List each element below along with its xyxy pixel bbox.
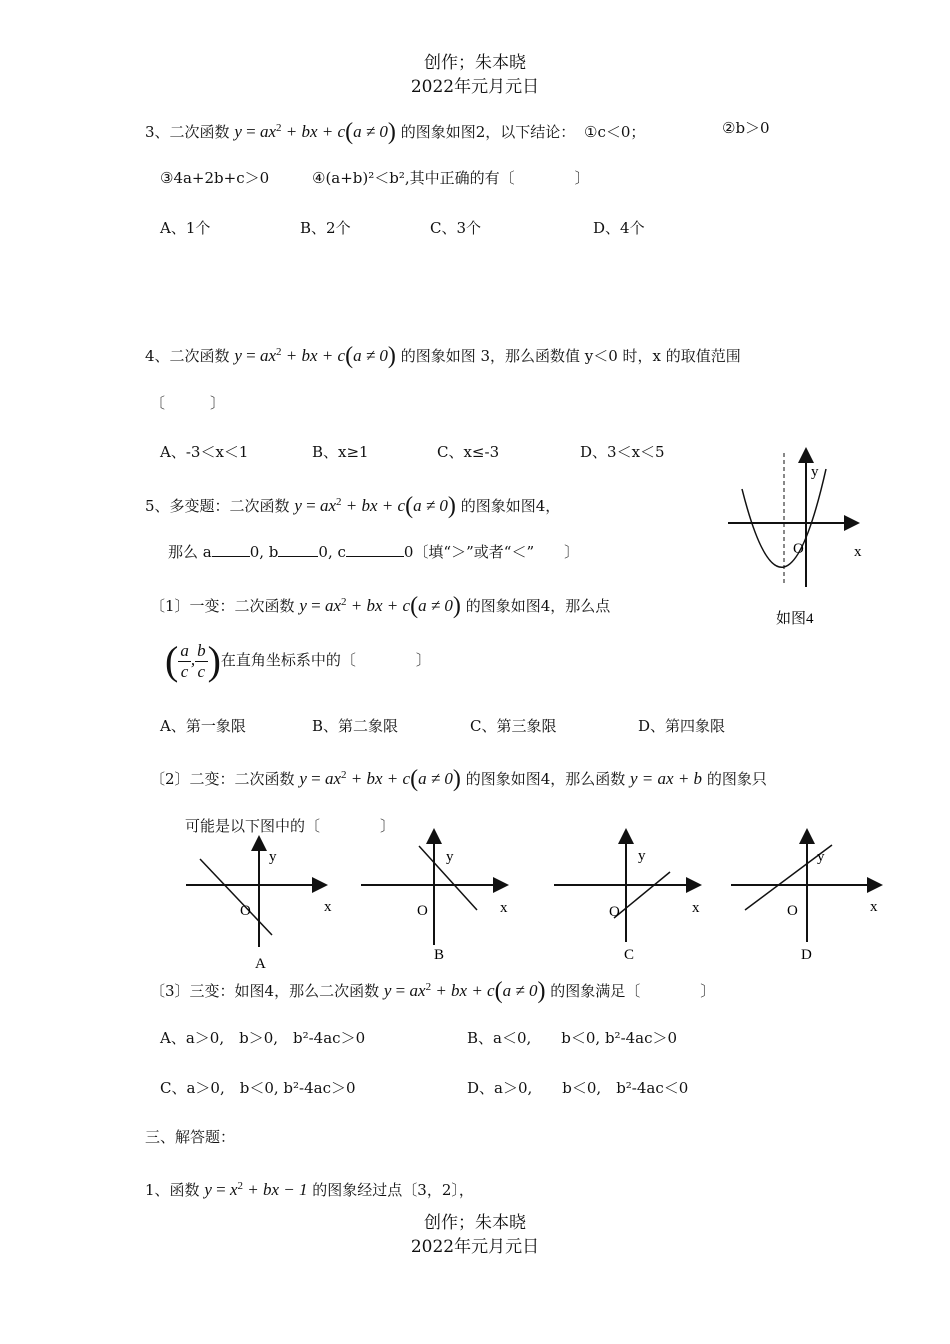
frac-numerator-a: a bbox=[180, 640, 189, 660]
graph-a-origin-label: O bbox=[240, 903, 251, 919]
q5-blank-b[interactable] bbox=[278, 542, 318, 557]
graph-c-option-label: C bbox=[624, 947, 635, 963]
q5-sub3-suffix: 的图象满足〔 〕 bbox=[550, 982, 716, 1000]
frac-numerator-b: b bbox=[197, 640, 206, 660]
q5-sub3-option-d[interactable]: D、a＞0, b＜0, b²-4ac＜0 bbox=[467, 1079, 689, 1097]
s3q1-math-x: x bbox=[229, 1180, 238, 1199]
q5-math-rp: ) bbox=[447, 493, 456, 519]
s3q1-math-bx-minus-1: + bx − 1 bbox=[243, 1180, 308, 1199]
q5-fill-c-label: 0, c bbox=[318, 543, 346, 561]
q3-math-lp: ( bbox=[345, 119, 354, 145]
q5-math-y: y bbox=[294, 496, 302, 515]
section-3-q1 bbox=[145, 1176, 474, 1200]
q5-sub1-stem bbox=[150, 592, 611, 619]
sub2-math-lp: ( bbox=[410, 766, 419, 792]
point-rparen: ) bbox=[207, 638, 221, 683]
sub2-math-cond: a ≠ 0 bbox=[418, 769, 453, 788]
q4-option-c[interactable]: C、x≤-3 bbox=[437, 443, 500, 461]
sub3-math-lp: ( bbox=[494, 978, 503, 1004]
q4-math-rp: ) bbox=[387, 343, 396, 369]
s3q1-math-eq: = bbox=[211, 1180, 230, 1199]
graph-d-y-label: y bbox=[817, 849, 825, 865]
fig4-x-label: x bbox=[854, 544, 862, 560]
graph-b-y-label: y bbox=[446, 849, 454, 865]
q3-math-eq: = bbox=[241, 122, 260, 141]
q4-math-cond: a ≠ 0 bbox=[353, 346, 388, 365]
q3-conclusion-2: ②b＞0 bbox=[722, 119, 770, 137]
fraction-a-over-c bbox=[178, 641, 191, 682]
point-lparen: ( bbox=[165, 638, 179, 683]
page-footer-author: 创作；朱本晓 bbox=[424, 1213, 526, 1233]
q3-math-cond: a ≠ 0 bbox=[353, 122, 388, 141]
s3q1-prefix: 1、函数 bbox=[145, 1181, 200, 1199]
q5-prefix: 5、多变题：二次函数 bbox=[145, 497, 290, 515]
sub2-math-rp: ) bbox=[452, 766, 461, 792]
q5-fill-b-label: 0, b bbox=[249, 543, 279, 561]
graph-option-b[interactable] bbox=[355, 828, 515, 968]
q3-math-bxc: + bx + c bbox=[281, 122, 346, 141]
q3-conclusion-3: ③4a+2b+c＞0 bbox=[160, 169, 270, 187]
q4-answer-paren: 〔 〕 bbox=[150, 394, 226, 412]
sub2-linear-function: y = ax + b bbox=[630, 769, 703, 788]
graph-c-x-label: x bbox=[692, 900, 700, 916]
s3q1-math-y: y bbox=[204, 1180, 212, 1199]
graph-a-x-label: x bbox=[324, 899, 332, 915]
q5-suffix: 的图象如图4， bbox=[460, 497, 561, 515]
q3-conclusion-1: ①c＜0； bbox=[584, 123, 646, 141]
section-3-title: 三、解答题： bbox=[145, 1128, 236, 1146]
q5-sub3-option-a[interactable]: A、a＞0, b＞0, b²-4ac＞0 bbox=[160, 1029, 366, 1047]
q3-math-sq: 2 bbox=[276, 122, 282, 134]
graph-option-d[interactable] bbox=[725, 828, 895, 968]
q5-sub2-stem bbox=[150, 765, 767, 792]
q3-math-rp: ) bbox=[387, 119, 396, 145]
fig4-y-label: y bbox=[811, 464, 819, 480]
sub1-math-eq: = bbox=[306, 596, 325, 615]
sub2-math-y: y bbox=[299, 769, 307, 788]
q5-blank-c[interactable] bbox=[346, 542, 404, 557]
sub1-math-sq: 2 bbox=[341, 596, 347, 608]
graph-d-x-label: x bbox=[870, 899, 878, 915]
q5-sub3-option-c[interactable]: C、a＞0, b＜0, b²-4ac＞0 bbox=[160, 1079, 356, 1097]
q5-fill-end: 0〔填“＞”或者“＜” 〕 bbox=[403, 543, 580, 561]
q4-suffix: 的图象如图 3，那么函数值 y＜0 时，x 的取值范围 bbox=[400, 347, 741, 365]
q5-sub2-mid: 的图象如图4，那么函数 bbox=[465, 770, 626, 788]
page-footer-date: 2022年元月元日 bbox=[410, 1237, 540, 1257]
graph-c-origin-label: O bbox=[609, 904, 620, 920]
q5-math-sq: 2 bbox=[336, 496, 342, 508]
sub3-math-rp: ) bbox=[537, 978, 546, 1004]
q3-option-a[interactable]: A、1个 bbox=[160, 219, 211, 237]
q4-option-d[interactable]: D、3＜x＜5 bbox=[580, 443, 665, 461]
sub2-math-ax: ax bbox=[324, 769, 342, 788]
q4-math-lp: ( bbox=[345, 343, 354, 369]
sub3-math-bxc: + bx + c bbox=[431, 981, 495, 1000]
graph-d-origin-label: O bbox=[787, 903, 798, 919]
point-comma: , bbox=[190, 650, 196, 669]
q4-option-b[interactable]: B、x≥1 bbox=[312, 443, 369, 461]
q4-math-sq: 2 bbox=[276, 346, 282, 358]
q5-sub1-suffix: 的图象如图4，那么点 bbox=[465, 597, 611, 615]
fraction-b-over-c bbox=[195, 641, 208, 682]
q3-conclusion-4: ④(a+b)²＜b²,其中正确的有〔 〕 bbox=[312, 169, 590, 187]
q5-math-eq: = bbox=[301, 496, 320, 515]
sub2-math-bxc: + bx + c bbox=[346, 769, 411, 788]
q5-fill-line bbox=[168, 542, 579, 562]
s3q1-suffix: 的图象经过点〔3，2〕， bbox=[312, 1181, 474, 1199]
q3-math-y: y bbox=[234, 122, 242, 141]
sub3-math-ax: ax bbox=[409, 981, 426, 1000]
q5-sub3-stem bbox=[150, 977, 716, 1004]
graph-b-option-label: B bbox=[434, 947, 445, 963]
frac-denominator-c: c bbox=[180, 661, 189, 681]
sub2-math-sq: 2 bbox=[341, 769, 347, 781]
sub1-math-rp: ) bbox=[452, 593, 461, 619]
q5-sub3-option-b[interactable]: B、a＜0, b＜0, b²-4ac＞0 bbox=[467, 1029, 678, 1047]
q5-math-cond: a ≠ 0 bbox=[413, 496, 448, 515]
graph-a-option-label: A bbox=[255, 956, 266, 972]
graph-b-origin-label: O bbox=[417, 903, 428, 919]
q4-math-y: y bbox=[234, 346, 242, 365]
graph-d-option-label: D bbox=[801, 947, 812, 963]
q5-math-ax: ax bbox=[319, 496, 337, 515]
graph-c-line bbox=[614, 872, 670, 918]
q4-math-bxc: + bx + c bbox=[281, 346, 346, 365]
figure-4-parabola bbox=[720, 445, 870, 635]
question-5-stem bbox=[145, 492, 561, 519]
q5-sub2-prefix: 〔2〕二变：二次函数 bbox=[150, 770, 295, 788]
q3-math-ax: ax bbox=[259, 122, 277, 141]
sub1-math-lp: ( bbox=[410, 593, 419, 619]
q3-option-c[interactable]: C、3个 bbox=[430, 219, 482, 237]
graph-b-x-label: x bbox=[500, 900, 508, 916]
q5-sub1-option-a[interactable]: A、第一象限 bbox=[160, 717, 246, 735]
q4-math-ax: ax bbox=[259, 346, 277, 365]
q5-sub1-option-b[interactable]: B、第二象限 bbox=[312, 717, 399, 735]
graph-option-a[interactable] bbox=[180, 835, 340, 975]
q5-sub2-line2: 可能是以下图中的〔 〕 bbox=[185, 817, 396, 835]
sub1-math-y: y bbox=[299, 596, 307, 615]
q5-sub1-tail: 在直角坐标系中的〔 〕 bbox=[220, 651, 431, 669]
q5-fill-a-label: 那么 a bbox=[168, 543, 212, 561]
q5-sub2-suffix: 的图象只 bbox=[706, 770, 767, 788]
q4-prefix: 4、二次函数 bbox=[145, 347, 230, 365]
q3-option-d[interactable]: D、4个 bbox=[593, 219, 645, 237]
sub2-math-eq: = bbox=[306, 769, 325, 788]
q5-sub1-prefix: 〔1〕一变：二次函数 bbox=[150, 597, 295, 615]
page-header-author: 创作；朱本晓 bbox=[424, 53, 526, 73]
q4-math-eq: = bbox=[241, 346, 260, 365]
graph-option-c[interactable] bbox=[548, 828, 708, 968]
q5-sub1-option-d[interactable]: D、第四象限 bbox=[638, 717, 726, 735]
question-4-stem bbox=[145, 342, 741, 369]
graph-a-y-label: y bbox=[269, 849, 277, 865]
page-header-date: 2022年元月元日 bbox=[410, 77, 540, 97]
fig4-caption: 如图4 bbox=[776, 611, 814, 627]
q5-sub1-point bbox=[165, 638, 431, 682]
sub3-math-cond: a ≠ 0 bbox=[502, 981, 538, 1000]
q3-option-b[interactable]: B、2个 bbox=[300, 219, 351, 237]
frac-denominator-c2: c bbox=[197, 661, 206, 681]
sub1-math-bxc: + bx + c bbox=[346, 596, 411, 615]
graph-a-line bbox=[200, 859, 272, 935]
sub3-math-y: y bbox=[383, 981, 392, 1000]
sub1-math-cond: a ≠ 0 bbox=[418, 596, 453, 615]
q5-sub3-prefix: 〔3〕三变：如图4，那么二次函数 bbox=[150, 982, 380, 1000]
q5-math-lp: ( bbox=[405, 493, 414, 519]
s3q1-math-sq: 2 bbox=[237, 1180, 244, 1192]
question-3-stem bbox=[145, 118, 646, 145]
q3-suffix: 的图象如图2，以下结论： bbox=[400, 123, 576, 141]
sub3-math-eq: = bbox=[391, 981, 410, 1000]
graph-c-y-label: y bbox=[638, 848, 646, 864]
fig4-origin-label: O bbox=[793, 541, 804, 557]
q5-blank-a[interactable] bbox=[212, 542, 250, 557]
sub1-math-ax: ax bbox=[324, 596, 342, 615]
q5-math-bxc: + bx + c bbox=[341, 496, 406, 515]
q4-option-a[interactable]: A、-3＜x＜1 bbox=[160, 443, 249, 461]
q5-sub1-option-c[interactable]: C、第三象限 bbox=[470, 717, 557, 735]
q3-prefix: 3、二次函数 bbox=[145, 123, 230, 141]
sub3-math-sq: 2 bbox=[425, 981, 432, 993]
